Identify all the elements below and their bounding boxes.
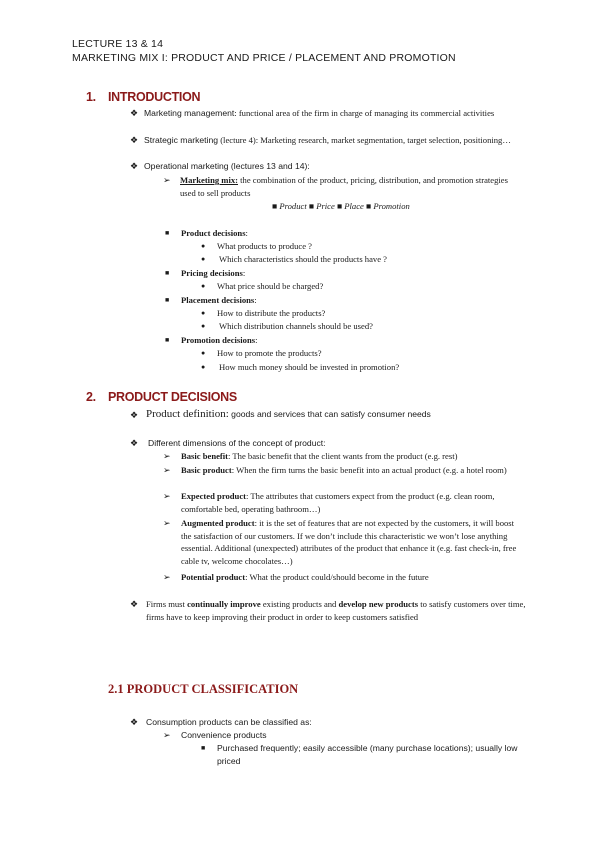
section-2-number: 2.: [86, 390, 96, 404]
firms-bold-2: develop new products: [338, 599, 419, 609]
colon: :: [255, 335, 258, 345]
arrow-bullet-icon: ➢: [163, 175, 171, 185]
diamond-bullet-icon: ❖: [130, 161, 139, 171]
firms-must-item: [146, 598, 526, 623]
basic-benefit-label: Basic benefit: [181, 451, 229, 461]
sm-text: (lecture 4): Marketing research, market segmentation, target selection, positioning…: [218, 135, 511, 145]
dot-bullet-icon: ●: [201, 242, 206, 250]
diamond-bullet-icon: ❖: [130, 108, 139, 118]
pricing-question-1: What price should be charged?: [217, 281, 324, 291]
augmented-product-text: : it is the set of features that are not expected by the customers, it will boost the satisfaction of our customers. If we don’t include this characteristic we won’t lose anything essential. Additional (unexpected) attributes of the product that enhance it (e.g. fast check-in, free cable tv, welcome chocolates…): [181, 518, 517, 566]
firms-text-3: to satisfy customers over time, firms have to keep improving their product in order to keep customers satisfied: [146, 599, 526, 622]
product-definition-item: [146, 408, 431, 421]
product-question-2: Which characteristics should the products have ?: [219, 254, 387, 264]
product-definition-text: goods and services that can satisfy consumer needs: [228, 409, 431, 419]
colon: :: [254, 295, 257, 305]
promotion-decisions-item: [181, 334, 257, 347]
arrow-bullet-icon: ➢: [163, 730, 171, 740]
dot-bullet-icon: ●: [201, 255, 206, 263]
product-question-1: What products to produce ?: [217, 241, 312, 251]
four-p-list: ■ Product ■ Price ■ Place ■ Promotion: [272, 201, 410, 211]
section-1-heading: [86, 90, 200, 104]
arrow-bullet-icon: ➢: [163, 465, 171, 475]
expected-product-label: Expected product: [181, 491, 247, 501]
marketing-mix-text: the combination of the product, pricing, distribution, and promotion strategies used to sell products: [180, 175, 508, 198]
promotion-question-1: How to promote the products?: [217, 348, 322, 358]
expected-product-item: [181, 490, 526, 515]
firms-bold-1: continually improve: [187, 599, 261, 609]
square-bullet-icon: ■: [165, 229, 170, 237]
section-2-title: PRODUCT DECISIONS: [108, 390, 237, 404]
lecture-title: MARKETING MIX I: PRODUCT AND PRICE / PLACEMENT AND PROMOTION: [72, 52, 456, 64]
square-bullet-icon: ■: [165, 336, 170, 344]
square-bullet-icon: ■: [165, 269, 170, 277]
dot-bullet-icon: ●: [201, 322, 206, 330]
pricing-decisions-label: Pricing decisions: [181, 268, 243, 278]
mm-text: : functional area of the firm in charge of managing its commercial activities: [234, 108, 495, 118]
basic-benefit-text: : The basic benefit that the client wants from the product (e.g. rest): [228, 451, 458, 461]
diamond-bullet-icon: ❖: [130, 599, 139, 609]
diamond-bullet-icon: ❖: [130, 410, 139, 420]
product-decisions-item: [181, 227, 248, 240]
placement-question-1: How to distribute the products?: [217, 308, 326, 318]
promotion-decisions-label: Promotion decisions: [181, 335, 256, 345]
product-definition-label: Product definition:: [146, 408, 229, 420]
arrow-bullet-icon: ➢: [163, 572, 171, 582]
placement-decisions-item: [181, 294, 257, 307]
classification-intro: Consumption products can be classified as:: [146, 717, 312, 727]
expected-product-text: : The attributes that customers expect from the product (e.g. clean room, comfortable bed, operating bathroom…): [181, 491, 495, 514]
potential-product-label: Potential product: [181, 572, 246, 582]
pricing-decisions-item: [181, 267, 245, 280]
colon: :: [245, 228, 248, 238]
basic-benefit-item: [181, 450, 457, 463]
marketing-management-item: [144, 107, 534, 120]
section-1-title: INTRODUCTION: [108, 90, 201, 104]
square-bullet-icon: ■: [201, 744, 206, 752]
convenience-products-item: Convenience products: [181, 730, 267, 740]
section-2-heading: [86, 390, 237, 404]
square-bullet-icon: ■: [165, 296, 170, 304]
strategic-marketing-item: [144, 134, 534, 147]
sm-label: Strategic marketing: [144, 135, 219, 145]
arrow-bullet-icon: ➢: [163, 518, 171, 528]
potential-product-item: [181, 571, 429, 584]
dimensions-intro: Different dimensions of the concept of product:: [148, 438, 326, 448]
basic-product-text: : When the firm turns the basic benefit into an actual product (e.g. a hotel room): [231, 465, 507, 475]
operational-marketing-item: Operational marketing (lectures 13 and 14):: [144, 161, 310, 171]
placement-question-2: Which distribution channels should be used?: [219, 321, 373, 331]
firms-text-2: existing products and: [260, 599, 339, 609]
mm-label: Marketing management: [144, 108, 235, 118]
dot-bullet-icon: ●: [201, 282, 206, 290]
basic-product-item: [181, 464, 526, 477]
basic-product-label: Basic product: [181, 465, 232, 475]
lecture-number: LECTURE 13 & 14: [72, 38, 164, 50]
section-1-number: 1.: [86, 90, 96, 104]
product-decisions-label: Product decisions: [181, 228, 246, 238]
placement-decisions-label: Placement decisions: [181, 295, 255, 305]
dot-bullet-icon: ●: [201, 309, 206, 317]
promotion-question-2: How much money should be invested in promotion?: [219, 362, 400, 372]
dot-bullet-icon: ●: [201, 349, 206, 357]
marketing-mix-label: Marketing mix:: [180, 175, 238, 185]
potential-product-text: : What the product could/should become in the future: [245, 572, 429, 582]
diamond-bullet-icon: ❖: [130, 135, 139, 145]
diamond-bullet-icon: ❖: [130, 438, 139, 448]
firms-text-1: Firms must: [146, 599, 188, 609]
augmented-product-label: Augmented product: [181, 518, 255, 528]
arrow-bullet-icon: ➢: [163, 491, 171, 501]
arrow-bullet-icon: ➢: [163, 451, 171, 461]
diamond-bullet-icon: ❖: [130, 717, 139, 727]
convenience-description: Purchased frequently; easily accessible (many purchase locations); usually low priced: [217, 743, 518, 766]
marketing-mix-item: [180, 174, 525, 199]
augmented-product-item: [181, 517, 526, 567]
section-2-1-heading: 2.1 PRODUCT CLASSIFICATION: [108, 682, 299, 696]
dot-bullet-icon: ●: [201, 363, 206, 371]
colon: :: [242, 268, 246, 278]
